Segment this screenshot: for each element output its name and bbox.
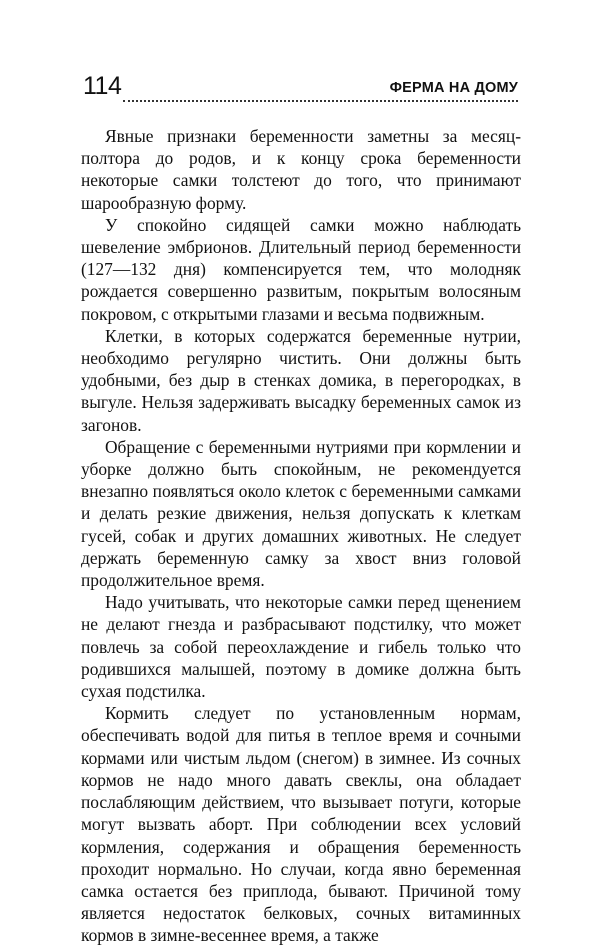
page-number: 114 — [83, 72, 122, 100]
paragraph: Явные признаки беременности заметны за месяц-полтора до родов, и к концу срока беременности некоторые самки толстеют до того, что принимают шарообразную форму. — [81, 126, 521, 213]
paragraph: Обращение с беременными нутриями при кормлении и уборке должно быть спокойным, не рекомендуется внезапно появляться около клеток с беременными самками и делать резкие движения, нельзя допускать к клеткам гусей, собак и других домашних животных. Не следует держать беременную самку за хвост вниз головой продолжительное время. — [81, 436, 521, 591]
paragraph: У спокойно сидящей самки можно наблюдать шевеление эмбрионов. Длительный период беременности (127—132 дня) компенсируется тем, что молодняк рождается совершенно развитым, покрытым волосяным покровом, с открытыми глазами и весьма подвижным. — [81, 214, 521, 324]
paragraph: Клетки, в которых содержатся беременные нутрии, необходимо регулярно чистить. Они должны быть удобными, без дыр в стенках домика, в перегородках, в выгуле. Нельзя задерживать высадку беременных самок из загонов. — [81, 325, 521, 435]
paragraph: Надо учитывать, что некоторые самки перед щенением не делают гнезда и разбрасывают подстилку, что может повлечь за собой переохлаждение и гибель только что родившихся малышей, поэтому в домике должна быть сухая подстилка. — [81, 592, 521, 702]
running-title: ФЕРМА НА ДОМУ — [389, 80, 518, 96]
header-divider — [123, 100, 518, 102]
paragraph: Кормить следует по установленным нормам, обеспечивать водой для питья в теплое время и сочными кормами или чистым льдом (снегом) в зимнее. Из сочных кормов не надо много давать свеклы, она обладает послабляющим действием, что вызывает потуги, которые могут вызвать аборт. При соблюдении всех условий кормления, содержания и обращения беременность проходит нормально. Но случаи, когда явно беременная самка остается без приплода, бывают. Причиной тому является недостаток белковых, сочных витаминных кормов в зимне-весеннее время, а также — [81, 703, 521, 946]
body-text — [81, 125, 521, 947]
